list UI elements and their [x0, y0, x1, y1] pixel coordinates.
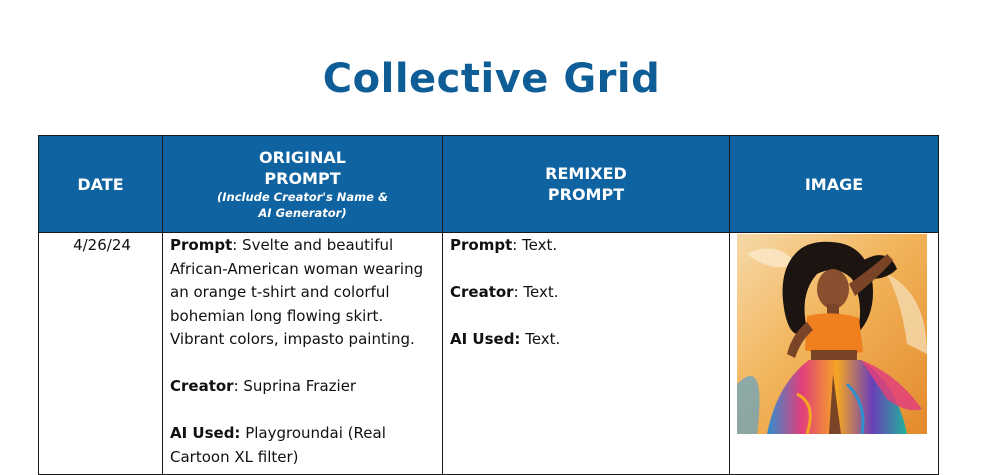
header-remixed-line1: REMIXED — [545, 164, 627, 183]
paragraph-spacer — [450, 305, 725, 329]
header-original-note-line2: AI Generator) — [258, 206, 347, 220]
original-ai-text: Playgroundai (Real Cartoon XL filter) — [170, 424, 386, 466]
paragraph-spacer — [170, 399, 438, 423]
header-date — [39, 136, 163, 233]
remixed-ai-text: Text. — [520, 330, 561, 348]
remixed-prompt-paragraph — [450, 234, 725, 258]
page-title: Collective Grid — [322, 56, 661, 102]
original-ai-paragraph — [170, 422, 438, 469]
original-creator-paragraph — [170, 375, 438, 399]
remixed-prompt-text: : Text. — [512, 236, 558, 254]
header-image-label: IMAGE — [804, 174, 864, 194]
header-original-note-line1: (Include Creator's Name & — [216, 190, 388, 204]
remixed-prompt-cell — [443, 233, 730, 475]
original-ai-label: AI Used: — [170, 424, 241, 442]
remixed-ai-paragraph — [450, 328, 725, 352]
original-prompt-paragraph — [170, 234, 438, 352]
paragraph-spacer — [450, 258, 725, 282]
remixed-creator-label: Creator — [450, 283, 514, 301]
painting-woman-image — [737, 234, 927, 434]
original-creator-label: Creator — [170, 377, 234, 395]
remixed-creator-paragraph — [450, 281, 725, 305]
header-image — [730, 136, 939, 233]
header-original-line1: ORIGINAL — [259, 148, 346, 167]
date-cell — [39, 233, 163, 475]
original-creator-text: : Suprina Frazier — [233, 377, 357, 395]
header-original-prompt — [163, 136, 443, 233]
remixed-prompt-label: Prompt — [450, 236, 513, 254]
image-cell — [730, 233, 939, 475]
header-remixed-prompt — [443, 136, 730, 233]
header-original-line2: PROMPT — [264, 169, 341, 188]
original-prompt-label: Prompt — [170, 236, 233, 254]
header-date-label: DATE — [77, 174, 124, 194]
date-value: 4/26/24 — [73, 236, 131, 254]
remixed-ai-label: AI Used: — [450, 330, 521, 348]
original-prompt-text: : Svelte and beautiful African-American woman wearing an orange t-shirt and colorful bohemian long flowing skirt. Vibrant colors, impasto painting. — [170, 236, 424, 348]
original-prompt-cell — [163, 233, 443, 475]
table-header-row — [39, 136, 939, 233]
remixed-creator-text: : Text. — [513, 283, 559, 301]
paragraph-spacer — [170, 352, 438, 376]
table-row — [39, 233, 939, 475]
header-remixed-line2: PROMPT — [547, 185, 625, 204]
collective-grid-table — [38, 135, 939, 475]
